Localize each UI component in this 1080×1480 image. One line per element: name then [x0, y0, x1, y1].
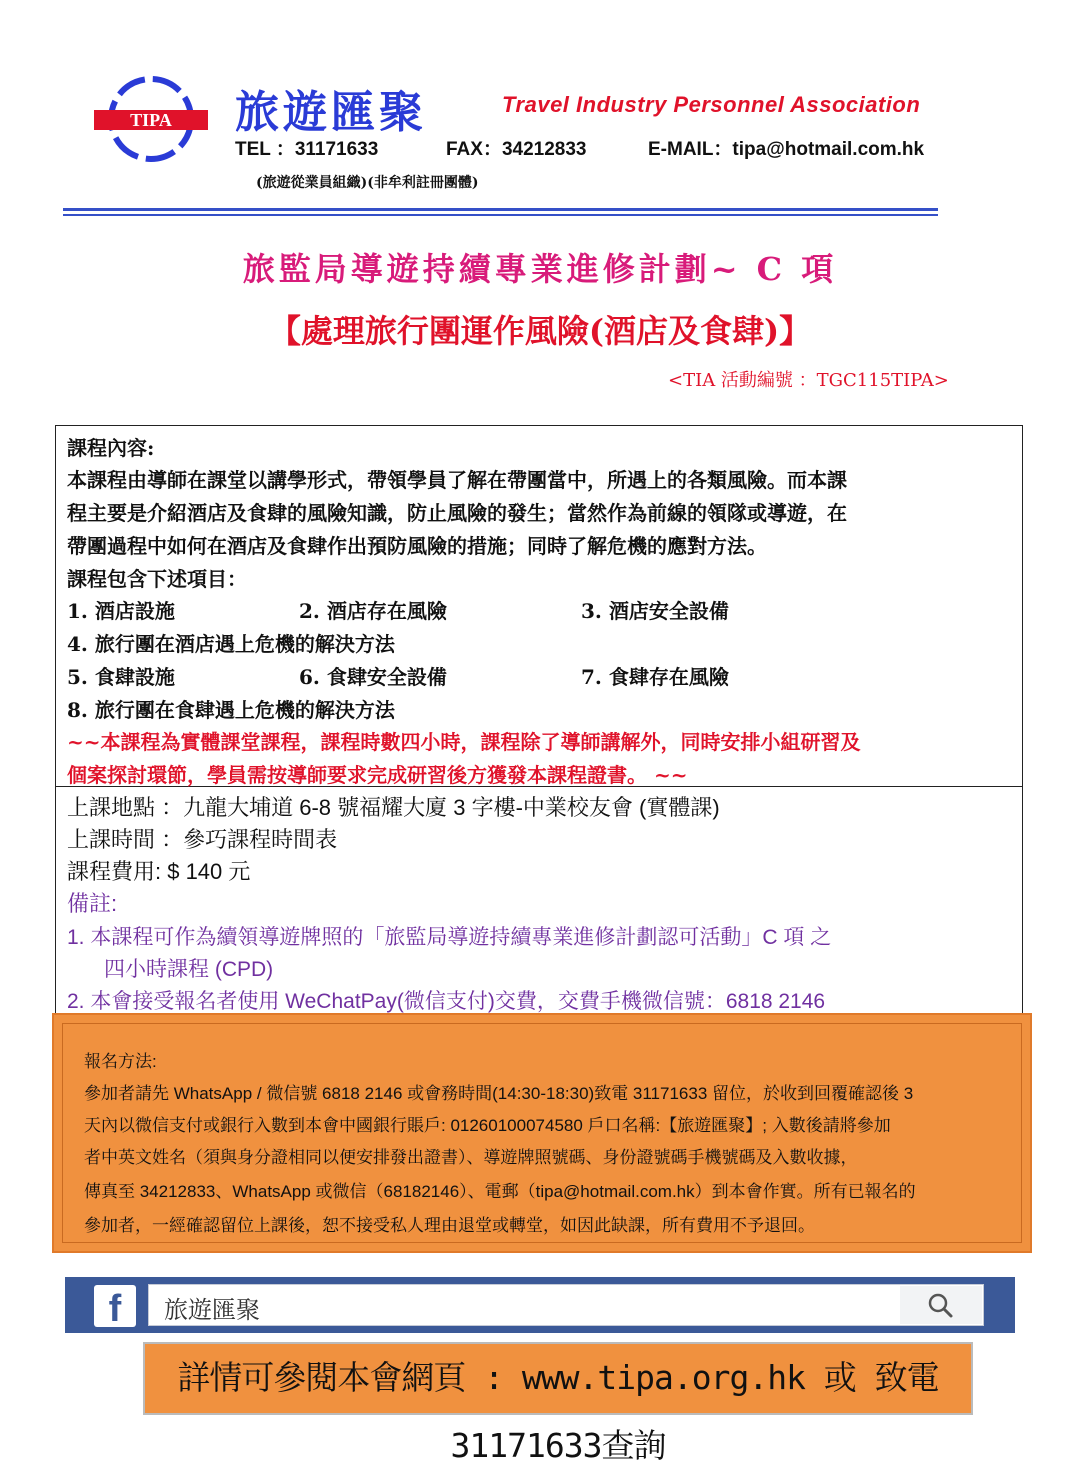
course-heading: 課程內容: — [67, 436, 155, 460]
activity-code: <TIA 活動編號 ：TGC115TIPA> — [668, 370, 949, 391]
footer-banner: 詳情可參閱本會網頁 : www.tipa.org.hk 或 致電31171633查詢 — [143, 1342, 973, 1415]
divider-bottom — [63, 214, 938, 216]
fee-text: 課程費用: $ 140 元 — [67, 859, 251, 884]
course-item: 5. 食肆設施 — [67, 665, 175, 689]
remark-1: 1. 本課程可作為續領導遊牌照的「旅監局導遊持續專業進修計劃認可活動」C 項 之 — [67, 926, 832, 949]
course-item: 8. 旅行團在食肆遇上危機的解決方法 — [67, 698, 395, 722]
org-name-en: Travel Industry Personnel Association — [502, 92, 921, 117]
org-name-cn: 旅遊匯聚 — [235, 87, 427, 138]
course-desc-line: 程主要是介紹酒店及食肆的風險知識，防止風險的發生；當然作為前線的領隊或導遊，在 — [67, 501, 847, 525]
logo-text: TIPA — [130, 110, 172, 130]
registration-line: 天內以微信支付或銀行入數到本會中國銀行賬戶: 01260100074580 戶口名稱:【旅遊匯聚】; 入數後請將參加 — [84, 1116, 891, 1135]
remark-1-cont: 四小時課程 (CPD) — [104, 958, 274, 981]
search-icon — [900, 1286, 982, 1324]
course-desc-line: 本課程由導師在課堂以講學形式，帶領學員了解在帶團當中，所遇上的各類風險。而本課 — [67, 468, 847, 492]
tel-text: TEL ：31171633 — [235, 139, 379, 160]
registration-line: 者中英文姓名（須與身分證相同以便安排發出證書）、導遊牌照號碼、身份證號碼手機號碼及入數收據， — [84, 1148, 858, 1167]
org-subline: (旅遊從業員組織)(非牟利註冊團體) — [256, 175, 479, 191]
course-note-line: ~~本課程為實體課堂課程，課程時數四小時，課程除了導師講解外，同時安排小組研習及 — [67, 730, 861, 754]
facebook-icon[interactable] — [94, 1285, 136, 1330]
facebook-icon-glyph: f — [108, 1288, 122, 1330]
course-note-line: 個案探討環節，學員需按導師要求完成研習後方獲發本課程證書。 ~~ — [67, 763, 688, 787]
facebook-search-text: 旅遊匯聚 — [164, 1296, 260, 1324]
course-item: 3. 酒店安全設備 — [581, 599, 729, 623]
course-info-box — [55, 787, 1023, 1015]
divider-top — [63, 208, 938, 211]
time-text: 上課時間 ：參巧課程時間表 — [67, 827, 338, 852]
course-title: 【處理旅行團運作風險(酒店及食肆)】 — [268, 312, 812, 350]
email-text: E-MAIL：tipa@hotmail.com.hk — [648, 139, 925, 160]
course-item: 1. 酒店設施 — [67, 599, 175, 623]
venue-text: 上課地點 ：九龍大埔道 6-8 號福耀大廈 3 字樓-中業校友會 (實體課) — [67, 795, 720, 820]
tipa-logo — [86, 74, 216, 164]
course-item: 7. 食肆存在風險 — [581, 665, 729, 689]
course-item: 2. 酒店存在風險 — [299, 599, 447, 623]
registration-heading: 報名方法: — [84, 1052, 157, 1071]
course-item: 6. 食肆安全設備 — [299, 665, 447, 689]
registration-line: 參加者請先 WhatsApp / 微信號 6818 2146 或會務時間(14:30-18:30)致電 31171633 留位，於收到回覆確認後 3 — [84, 1084, 914, 1103]
registration-box — [52, 1013, 1032, 1253]
remark-2: 2. 本會接受報名者使用 WeChatPay(微信支付)交費，交費手機微信號：6818 2146 — [67, 990, 826, 1013]
fax-text: FAX：34212833 — [446, 139, 587, 160]
program-title: 旅監局導遊持續專業進修計劃~ C 項 — [242, 250, 838, 288]
registration-line: 參加者，一經確認留位上課後，恕不接受私人理由退堂或轉堂，如因此缺課，所有費用不予退回。 — [84, 1216, 815, 1235]
course-desc-line: 帶團過程中如何在酒店及食肆作出預防風險的措施；同時了解危機的應對方法。 — [67, 534, 767, 558]
remarks-heading: 備註: — [67, 891, 118, 916]
items-heading: 課程包含下述項目： — [67, 567, 247, 591]
course-item: 4. 旅行團在酒店遇上危機的解決方法 — [67, 632, 395, 656]
course-content-box — [55, 425, 1023, 787]
facebook-search-input[interactable] — [148, 1284, 984, 1326]
search-button[interactable] — [900, 1286, 982, 1324]
registration-line: 傳真至 34212833、WhatsApp 或微信（68182146）、電郵（tipa@hotmail.com.hk）到本會作實。所有已報名的 — [84, 1182, 916, 1201]
